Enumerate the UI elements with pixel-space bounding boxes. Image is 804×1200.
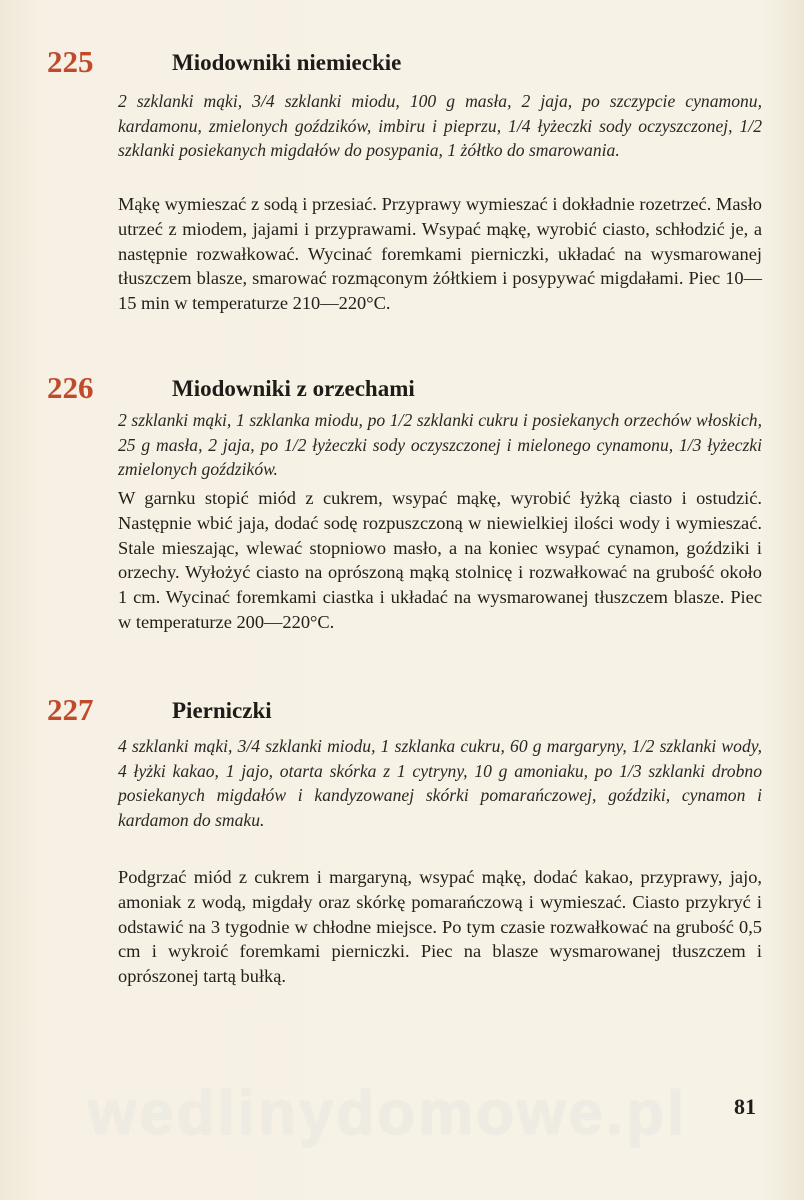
recipe-title: Miodowniki z orzechami: [172, 376, 415, 401]
recipe-method: Mąkę wymieszać z sodą i przesiać. Przyprawy wymieszać i dokładnie rozetrzeć. Masło utrzeć z miodem, jajami i przyprawami. Wsypać mąkę, wyrobić ciasto, schłodzić je, a następnie rozwałkować. Wycinać foremkami pierniczki, układać na wysmarowanej tłuszczem blasze, smarować rozmąconym żółtkiem i posypywać migdałami. Piec 10—15 min w temperaturze 210—220°C.: [118, 194, 762, 314]
recipe-ingredients: 2 szklanki mąki, 1 szklanka miodu, po 1/2 szklanki cukru i posiekanych orzechów włoskich, 25 g masła, 2 jaja, po 1/2 łyżeczki sody oczyszczonej i mielonego cynamonu, 1/3 łyżeczki zmielonych goździków.: [118, 410, 762, 480]
recipe-title: Miodowniki niemieckie: [172, 50, 402, 75]
recipe-number: 227: [47, 692, 94, 727]
recipe-ingredients: 2 szklanki mąki, 3/4 szklanki miodu, 100 g masła, 2 jaja, po szczypcie cynamonu, kardamonu, zmielonych goździków, imbiru i pieprzu, 1/4 łyżeczki sody oczyszczonej, 1/2 szklanki posiekanych migdałów do posypania, 1 żółtko do smarowania.: [118, 91, 762, 161]
recipe-title: Pierniczki: [172, 698, 272, 723]
recipe-ingredients: 4 szklanki mąki, 3/4 szklanki miodu, 1 szklanka cukru, 60 g margaryny, 1/2 szklanki wody, 4 łyżki kakao, 1 jajo, otarta skórka z 1 cytryny, 10 g amoniaku, po 1/3 szklanki drobno posiekanych migdałów i kandyzowanej skórki pomarańczowej, goździki, cynamon i kardamon do smaku.: [118, 736, 762, 830]
page-number: 81: [734, 1094, 756, 1119]
watermark: wedlinydomowe.pl: [88, 1079, 688, 1148]
recipe-method: Podgrzać miód z cukrem i margaryną, wsypać mąkę, dodać kakao, przyprawy, jajo, amoniak z wodą, migdały oraz skórkę pomarańczową i wymieszać. Ciasto przykryć i odstawić na 3 tygodnie w chłodne miejsce. Po tym czasie rozwałkować na grubość 0,5 cm i wykroić foremkami pierniczki. Piec na blasze wysmarowanej tłuszczem i oprószonej tartą bułką.: [118, 867, 762, 987]
recipe-number: 225: [47, 44, 94, 79]
recipe-number: 226: [47, 370, 94, 405]
recipe-method: W garnku stopić miód z cukrem, wsypać mąkę, wyrobić łyżką ciasto i ostudzić. Następnie wbić jaja, dodać sodę rozpuszczoną w niewielkiej ilości wody i wymieszać. Stale mieszając, wlewać stopniowo masło, a na koniec wsypać cynamon, goździki i orzechy. Wyłożyć ciasto na oprószoną mąką stolnicę i rozwałkować na grubość około 1 cm. Wycinać foremkami ciastka i układać na wysmarowanej tłuszczem blasze. Piec w temperaturze 200—220°C.: [118, 488, 762, 632]
